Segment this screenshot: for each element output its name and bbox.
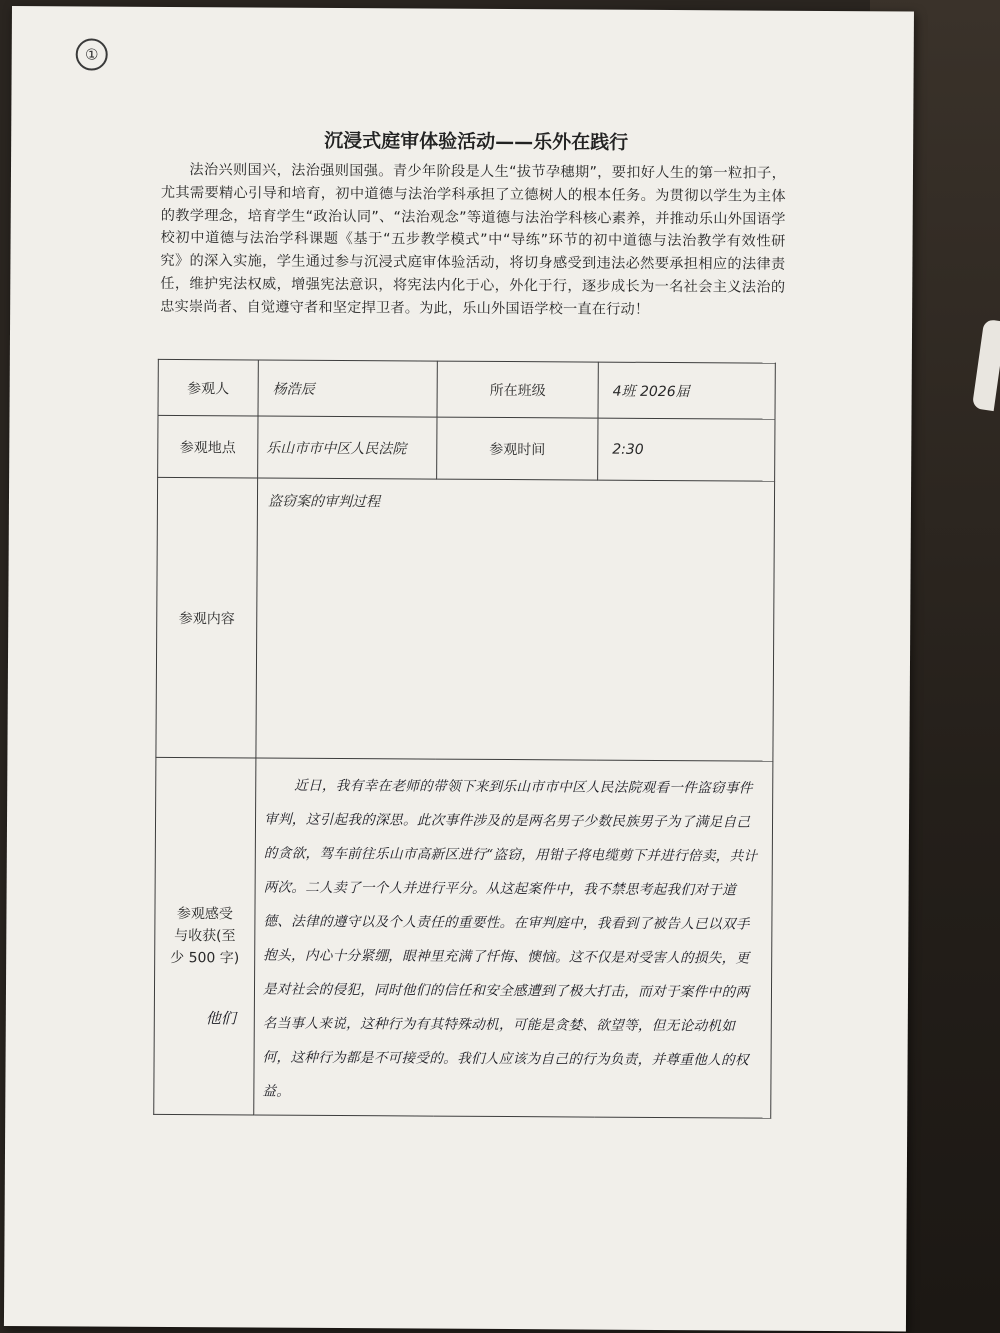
intro-paragraph: 法治兴则国兴，法治强则国强。青少年阶段是人生“拔节孕穗期”，要扣好人生的第一粒扣子，尤其需要精心引导和培育，初中道德与法治学科承担了立德树人的根本任务。为贯彻以学生为主体的教学理念，培育学生“政治认同”、“法治观念”等道德与法治学科核心素养，并推动乐山外国语学校初中道德与法治学科课题《基于“五步教学模式”中“导练”环节的初中道德与法治教学有效性研究》的深入实施，学生通过参与沉浸式庭审体验活动，将切身感受到违法必然要承担相应的法律责任，维护宪法权威，增强宪法意识，将宪法内化于心，外化于行，逐步成长为一名社会主义法治的忠实崇尚者、自觉遵守者和坚定捍卫者。为此，乐山外国语学校一直在行动！ xyxy=(160,162,787,318)
location-field[interactable]: 乐山市市中区人民法院 xyxy=(258,416,437,479)
reflection-label xyxy=(154,757,256,1115)
paper-sheet xyxy=(4,6,914,1331)
margin-note: 他们 xyxy=(205,1009,236,1028)
form-row-visitor xyxy=(158,359,775,419)
form-row-reflection xyxy=(154,757,773,1118)
time-label: 参观时间 xyxy=(437,417,598,480)
reflection-label-line: 与收获(至 xyxy=(174,928,236,945)
document-title: 沉浸式庭审体验活动——乐外在践行 xyxy=(324,129,629,154)
location-label: 参观地点 xyxy=(158,415,258,478)
visitor-label: 参观人 xyxy=(158,359,258,416)
form-row-location xyxy=(158,415,775,481)
content-label: 参观内容 xyxy=(156,477,258,758)
page-number-circle: ① xyxy=(76,38,108,70)
reflection-label-line: 少 500 字) xyxy=(170,949,240,967)
visit-record-form xyxy=(153,359,776,1119)
visitor-field[interactable]: 杨浩辰 xyxy=(258,360,437,417)
class-field[interactable]: 4班 2026届 xyxy=(598,362,775,419)
time-field[interactable]: 2:30 xyxy=(598,418,775,481)
reflection-label-line: 参观感受 xyxy=(176,906,234,923)
class-label: 所在班级 xyxy=(437,361,598,418)
content-field[interactable]: 盗窃案的审判过程 xyxy=(256,478,775,761)
reflection-text: 近日，我有幸在老师的带领下来到乐山市市中区人民法院观看一件盗窃事件审判，这引起我的深思。此次事件涉及的是两名男子少数民族男子为了满足自己的贪欲，驾车前往乐山市高新区进行“盗窃，用钳子将电缆剪下并进行倍卖，共计两次。二人卖了一个人并进行平分。从这起案件中，我不禁思考起我们对于道德、法律的遵守以及个人责任的重要性。在审判庭中，我看到了被告人已以双手抱头，内心十分紧绷，眼神里充满了忏悔、懊恼。这不仅是对受害人的损失，更是对社会的侵犯，同时他们的信任和安全感遭到了极大打击，而对于案件中的两名当事人来说，这种行为有其特殊动机，可能是贪婪、欲望等，但无论动机如何，这种行为都是不可接受的。我们人应该为自己的行为负责，并尊重他人的权益。 xyxy=(262,777,758,1100)
form-row-content xyxy=(156,477,775,761)
reflection-field[interactable] xyxy=(254,758,773,1118)
